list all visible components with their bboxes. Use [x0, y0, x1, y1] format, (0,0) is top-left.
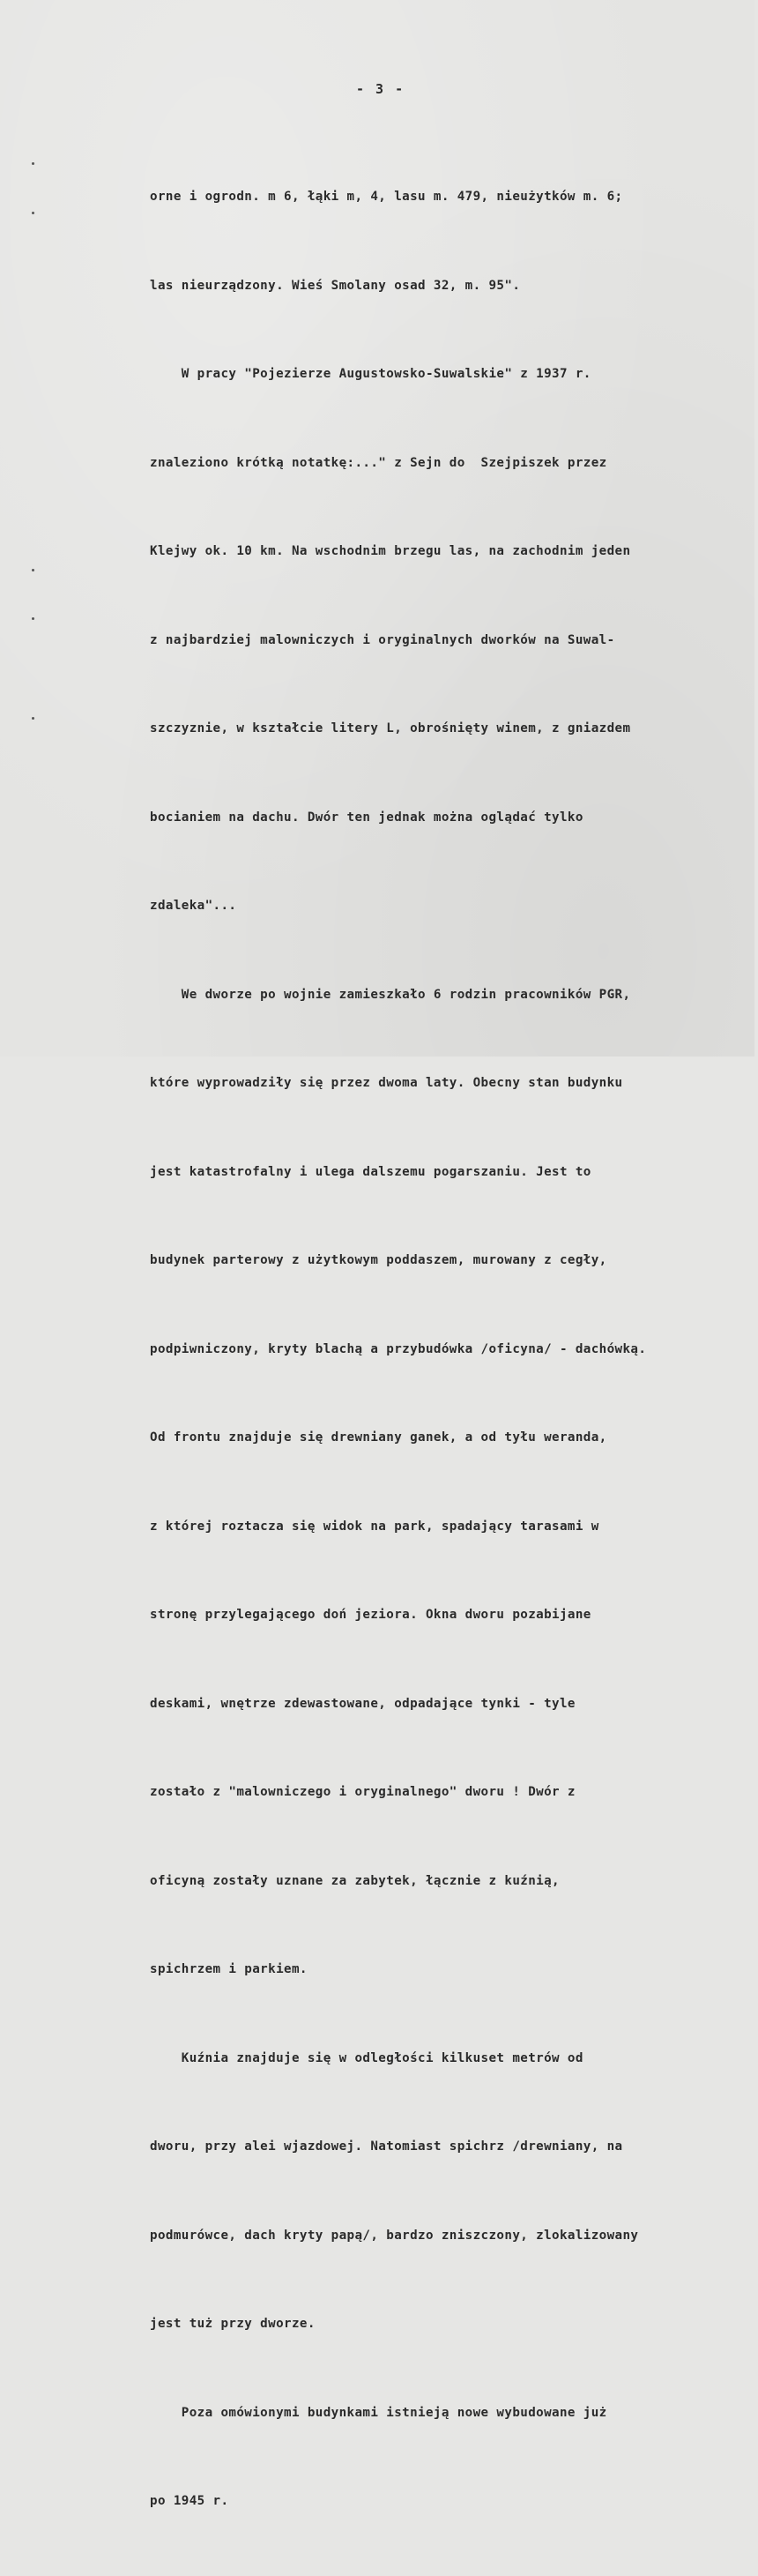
text-line: z której roztacza się widok na park, spadający tarasami w	[150, 1519, 599, 1534]
text-line: orne i ogrodn. m 6, łąki m, 4, lasu m. 479, nieużytków m. 6;	[150, 190, 623, 204]
text-line: W pracy "Pojezierze Augustowsko-Suwalskie" z 1937 r.	[150, 367, 591, 381]
text-line: deskami, wnętrze zdewastowane, odpadające tynki - tyle	[150, 1696, 576, 1711]
text-line: las nieurządzony. Wieś Smolany osad 32, m. 95".	[150, 278, 521, 293]
text-line: podmurówce, dach kryty papą/, bardzo zniszczony, zlokalizowany	[150, 2228, 639, 2243]
text-line: Poza omówionymi budynkami istnieją nowe wybudowane już	[150, 2405, 607, 2420]
text-line: oficyną zostały uznane za zabytek, łącznie z kuźnią,	[150, 1873, 560, 1888]
text-line: zostało z "malowniczego i oryginalnego" dworu ! Dwór z	[150, 1785, 576, 1799]
text-line: stronę przylegającego doń jeziora. Okna dworu pozabijane	[150, 1608, 591, 1622]
text-line: We dworze po wojnie zamieszkało 6 rodzin pracowników PGR,	[150, 987, 631, 1002]
text-line: zdaleka"...	[150, 899, 237, 913]
text-line: Klejwy ok. 10 km. Na wschodnim brzegu las, na zachodnim jeden	[150, 544, 631, 558]
text-line: jest tuż przy dworze.	[150, 2317, 316, 2331]
text-line: które wyprowadziły się przez dwoma laty. Obecny stan budynku	[150, 1076, 623, 1090]
text-line: Od frontu znajduje się drewniany ganek, a od tyłu weranda,	[150, 1430, 607, 1445]
text-line: po 1945 r.	[150, 2494, 229, 2508]
margin-mark	[32, 717, 34, 720]
margin-mark	[32, 617, 34, 620]
margin-mark	[32, 569, 34, 571]
margin-mark	[32, 212, 34, 214]
text-line: dworu, przy alei wjazdowej. Natomiast spichrz /drewniany, na	[150, 2139, 623, 2154]
margin-mark	[32, 162, 34, 165]
document-body	[150, 123, 758, 2576]
text-line: Kuźnia znajduje się w odległości kilkuset metrów od	[150, 2050, 583, 2065]
text-line: z najbardziej malowniczych i oryginalnych dworków na Suwal-	[150, 632, 615, 647]
text-line: bocianiem na dachu. Dwór ten jednak można oglądać tylko	[150, 810, 583, 825]
text-line: podpiwniczony, kryty blachą a przybudówka /oficyna/ - dachówką.	[150, 1341, 647, 1356]
text-line: spichrzem i parkiem.	[150, 1962, 308, 1976]
text-line: szczyznie, w kształcie litery L, obrośnięty winem, z gniazdem	[150, 721, 631, 735]
text-line: budynek parterowy z użytkowym poddaszem, murowany z cegły,	[150, 1253, 607, 1267]
text-line: jest katastrofalny i ulega dalszemu pogarszaniu. Jest to	[150, 1164, 591, 1179]
text-line: znaleziono krótką notatkę:..." z Sejn do Szejpiszek przez	[150, 455, 607, 470]
page-number: - 3 -	[356, 81, 405, 97]
